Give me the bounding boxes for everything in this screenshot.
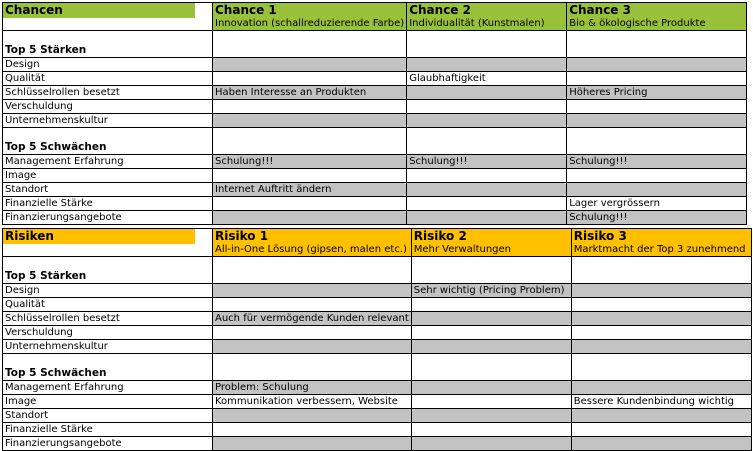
row-label-cell[interactable]: Management Erfahrung [3, 155, 213, 169]
row-label-cell[interactable]: Verschuldung [3, 100, 213, 114]
table-cell[interactable] [213, 257, 412, 284]
table-cell[interactable] [411, 257, 571, 284]
risiko-3-title: Risiko 3 [573, 229, 627, 243]
table-cell[interactable]: Schulung!!! [567, 155, 747, 169]
risiko-2-title: Risiko 2 [413, 229, 467, 243]
risiken-staerken-group-row [3, 257, 752, 284]
table-row [3, 437, 752, 451]
risiko-1-subtitle: All-in-One Lösung (gipsen, malen etc.) [215, 244, 407, 255]
table-row [3, 395, 752, 409]
table-row [3, 86, 747, 100]
table-row [3, 284, 752, 298]
table-cell[interactable] [407, 128, 567, 155]
table-cell[interactable] [407, 169, 567, 183]
table-cell[interactable] [571, 423, 751, 437]
row-label-cell[interactable]: Standort [3, 183, 213, 197]
table-cell[interactable] [407, 100, 567, 114]
table-cell[interactable] [213, 128, 407, 155]
chancen-staerken-group-row [3, 31, 747, 58]
table-cell[interactable]: Sehr wichtig (Pricing Problem) [411, 284, 571, 298]
table-cell[interactable] [213, 423, 412, 437]
table-row [3, 312, 752, 326]
table-cell[interactable] [213, 284, 412, 298]
risiko-2-header[interactable] [411, 229, 571, 257]
table-cell[interactable] [213, 211, 407, 225]
schwaechen-heading-cell[interactable] [3, 128, 213, 155]
table-row [3, 72, 747, 86]
table-cell[interactable] [407, 31, 567, 58]
row-label-cell[interactable]: Unternehmenskultur [3, 340, 213, 354]
table-cell[interactable] [571, 409, 751, 423]
table-row [3, 197, 747, 211]
table-row [3, 100, 747, 114]
table-cell[interactable]: Auch für vermögende Kunden relevant [213, 312, 412, 326]
table-row [3, 298, 752, 312]
risiken-header-row [3, 229, 752, 257]
staerken-heading-cell[interactable] [3, 257, 213, 284]
table-row [3, 169, 747, 183]
chance-3-subtitle: Bio & ökologische Produkte [569, 18, 706, 29]
table-cell[interactable] [213, 31, 407, 58]
table-row [3, 423, 752, 437]
table-cell[interactable] [567, 72, 747, 86]
chance-1-subtitle: Innovation (schallreduzierende Farbe) [215, 18, 405, 29]
table-cell[interactable] [567, 128, 747, 155]
chancen-title-cell[interactable] [3, 3, 213, 31]
table-cell[interactable] [567, 100, 747, 114]
table-row [3, 155, 747, 169]
chancen-header-row [3, 3, 747, 31]
table-cell[interactable] [411, 312, 571, 326]
table-cell[interactable] [213, 72, 407, 86]
table-cell[interactable] [213, 169, 407, 183]
schwaechen-heading: Top 5 Schwächen [5, 367, 107, 379]
row-label-cell[interactable]: Unternehmenskultur [3, 114, 213, 128]
table-cell[interactable] [571, 257, 751, 284]
row-label-cell[interactable]: Design [3, 58, 213, 72]
table-cell[interactable] [571, 326, 751, 340]
table-cell[interactable]: Lager vergrössern [567, 197, 747, 211]
table-row [3, 58, 747, 72]
table-cell[interactable] [567, 58, 747, 72]
table-cell[interactable] [407, 183, 567, 197]
table-cell[interactable]: Bessere Kundenbindung wichtig [571, 395, 751, 409]
table-cell[interactable] [411, 298, 571, 312]
table-cell[interactable] [213, 437, 412, 451]
chance-1-header[interactable] [213, 3, 407, 31]
table-cell[interactable] [567, 31, 747, 58]
table-cell[interactable] [567, 114, 747, 128]
table-cell[interactable] [213, 114, 407, 128]
chancen-schwaechen-group-row [3, 128, 747, 155]
row-label-cell[interactable]: Finanzielle Stärke [3, 197, 213, 211]
staerken-heading-cell[interactable] [3, 31, 213, 58]
schwaechen-heading-cell[interactable] [3, 354, 213, 381]
chance-2-subtitle: Individualität (Kunstmalen) [409, 18, 545, 29]
row-label-cell[interactable]: Design [3, 284, 213, 298]
table-cell[interactable] [567, 183, 747, 197]
chance-3-title: Chance 3 [569, 3, 631, 17]
risiko-1-title: Risiko 1 [215, 229, 269, 243]
table-cell[interactable] [213, 298, 412, 312]
risiken-title-cell[interactable] [3, 229, 213, 257]
table-cell[interactable] [411, 437, 571, 451]
row-label-cell[interactable]: Schlüsselrollen besetzt [3, 312, 213, 326]
table-cell[interactable] [213, 197, 407, 211]
table-cell[interactable]: Schulung!!! [567, 211, 747, 225]
table-cell[interactable] [411, 326, 571, 340]
risiko-2-subtitle: Mehr Verwaltungen [413, 244, 512, 255]
table-cell[interactable] [571, 312, 751, 326]
table-cell[interactable]: Schulung!!! [407, 155, 567, 169]
row-label-cell[interactable]: Finanzierungsangebote [3, 211, 213, 225]
table-cell[interactable] [411, 354, 571, 381]
table-cell[interactable] [567, 169, 747, 183]
table-cell[interactable] [407, 58, 567, 72]
chancen-table [2, 2, 747, 225]
row-label-cell[interactable]: Finanzierungsangebote [3, 437, 213, 451]
row-label-cell[interactable]: Image [3, 395, 213, 409]
table-cell[interactable] [213, 340, 412, 354]
table-row [3, 340, 752, 354]
schwaechen-heading: Top 5 Schwächen [5, 141, 107, 153]
table-row [3, 409, 752, 423]
table-cell[interactable] [571, 381, 751, 395]
table-cell[interactable] [571, 437, 751, 451]
chance-2-title: Chance 2 [409, 3, 471, 17]
table-row [3, 211, 747, 225]
table-cell[interactable] [411, 423, 571, 437]
risiken-schwaechen-group-row [3, 354, 752, 381]
risiko-1-header[interactable] [213, 229, 412, 257]
table-row [3, 326, 752, 340]
staerken-heading: Top 5 Stärken [5, 270, 87, 282]
row-label-cell[interactable]: Qualität [3, 298, 213, 312]
table-cell[interactable] [571, 340, 751, 354]
row-label-cell[interactable]: Image [3, 169, 213, 183]
table-cell[interactable]: Höheres Pricing [567, 86, 747, 100]
table-cell[interactable]: Haben Interesse an Produkten [213, 86, 407, 100]
table-cell[interactable] [407, 211, 567, 225]
table-cell[interactable] [411, 395, 571, 409]
table-cell[interactable] [407, 114, 567, 128]
table-cell[interactable]: Internet Auftritt ändern [213, 183, 407, 197]
row-label-cell[interactable]: Standort [3, 409, 213, 423]
chance-2-header[interactable] [407, 3, 567, 31]
table-cell[interactable] [407, 86, 567, 100]
row-label-cell[interactable]: Finanzielle Stärke [3, 423, 213, 437]
risiken-table [2, 228, 752, 451]
table-cell[interactable]: Problem: Schulung [213, 381, 412, 395]
table-cell[interactable] [213, 354, 412, 381]
table-cell[interactable] [571, 354, 751, 381]
table-cell[interactable] [213, 326, 412, 340]
chancen-title: Chancen [5, 3, 63, 17]
table-cell[interactable] [213, 100, 407, 114]
table-cell[interactable] [213, 58, 407, 72]
table-cell[interactable] [411, 381, 571, 395]
table-cell[interactable] [213, 409, 412, 423]
table-cell[interactable] [411, 409, 571, 423]
risiko-3-subtitle: Marktmacht der Top 3 zunehmend [573, 244, 746, 255]
row-label-cell[interactable]: Schlüsselrollen besetzt [3, 86, 213, 100]
risiken-title: Risiken [5, 229, 54, 243]
chance-3-header[interactable] [567, 3, 747, 31]
table-cell[interactable] [571, 284, 751, 298]
table-cell[interactable]: Schulung!!! [213, 155, 407, 169]
row-label-cell[interactable]: Management Erfahrung [3, 381, 213, 395]
table-row [3, 183, 747, 197]
row-label-cell[interactable]: Verschuldung [3, 326, 213, 340]
table-cell[interactable]: Kommunikation verbessern, Website [213, 395, 412, 409]
table-cell[interactable] [571, 298, 751, 312]
table-cell[interactable] [407, 197, 567, 211]
risiko-3-header[interactable] [571, 229, 751, 257]
row-label-cell[interactable]: Qualität [3, 72, 213, 86]
table-row [3, 381, 752, 395]
table-row [3, 114, 747, 128]
staerken-heading: Top 5 Stärken [5, 44, 87, 56]
table-cell[interactable]: Glaubhaftigkeit [407, 72, 567, 86]
table-cell[interactable] [411, 340, 571, 354]
chance-1-title: Chance 1 [215, 3, 277, 17]
